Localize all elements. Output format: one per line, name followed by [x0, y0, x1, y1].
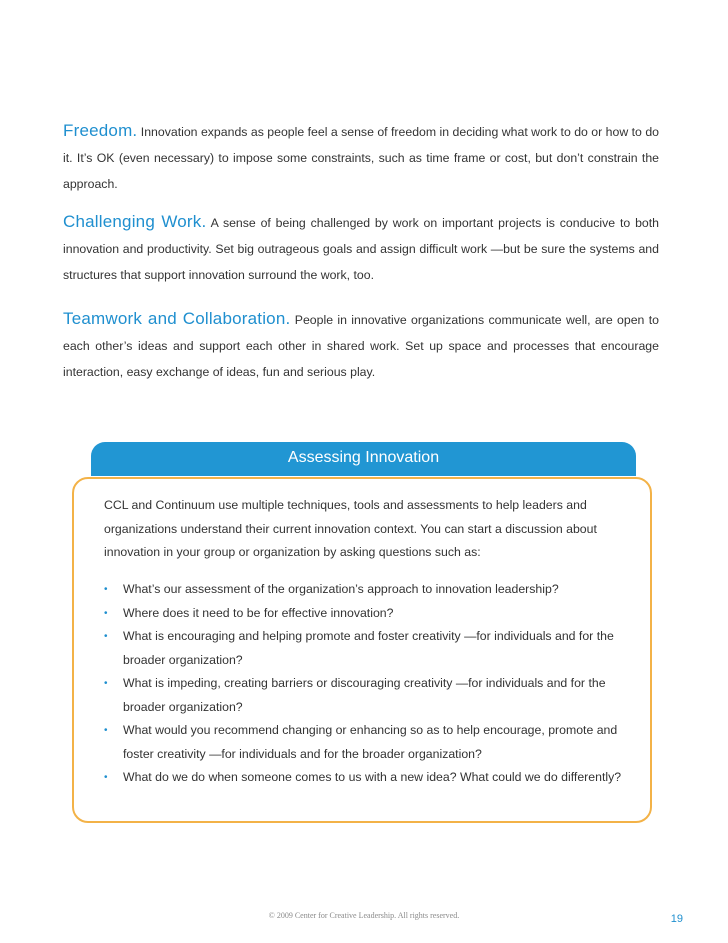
list-item: [104, 578, 624, 602]
paragraph-heading: Challenging Work.: [63, 212, 207, 231]
paragraph-heading: Teamwork and Collaboration.: [63, 309, 291, 328]
question-text: What is impeding, creating barriers or discouraging creativity —for individuals and for the broader organization?: [123, 676, 606, 714]
paragraph-body: A sense of being challenged by work on important projects is conducive to both innovation and productivity. Set big outrageous goals and assign difficult work —but be sure the systems and structures that support innovation surround the work, too.: [63, 216, 660, 282]
bullet-icon: •: [104, 607, 108, 619]
paragraph-body: Innovation expands as people feel a sense of freedom in deciding what work to do or how to do it. It’s OK (even necessary) to impose some constraints, such as time frame or cost, but don’t constrain the approach.: [63, 125, 659, 191]
callout-title: Assessing Innovation: [287, 449, 440, 466]
question-text: Where does it need to be for effective innovation?: [123, 605, 394, 620]
page-number: 19: [670, 913, 683, 925]
paragraph-freedom: [63, 118, 659, 197]
list-item: [104, 602, 624, 626]
question-text: What would you recommend changing or enhancing so as to help encourage, promote and foster creativity —for individuals and for the broader organization?: [123, 723, 618, 761]
callout-intro: CCL and Continuum use multiple techniques, tools and assessments to help leaders and organizations understand their current innovation context. You can start a discussion about innovation in your group or organization by asking questions such as:: [104, 498, 597, 559]
list-item: [104, 625, 624, 672]
bullet-icon: •: [104, 678, 108, 689]
copyright-footer: © 2009 Center for Creative Leadership. All rights reserved.: [268, 911, 460, 920]
paragraph-teamwork: [63, 306, 659, 385]
paragraph-challenging-work: [63, 209, 659, 288]
question-text: What do we do when someone comes to us with a new idea? What could we do differently?: [123, 770, 622, 784]
paragraph-heading: Freedom.: [63, 121, 138, 140]
question-text: What’s our assessment of the organization’s approach to innovation leadership?: [123, 582, 559, 596]
question-list: [104, 578, 624, 790]
list-item: [104, 766, 624, 790]
list-item: [104, 672, 624, 719]
question-text: What is encouraging and helping promote and foster creativity —for individuals and for the broader organization?: [123, 629, 614, 667]
list-item: [104, 719, 624, 766]
paragraph-body: People in innovative organizations communicate well, are open to each other’s ideas and support each other in shared work. Set up space and processes that encourage interaction, easy exchange of ideas, fun and serious play.: [63, 313, 659, 379]
bullet-icon: •: [104, 725, 108, 736]
bullet-icon: •: [104, 584, 108, 595]
bullet-icon: •: [104, 772, 108, 783]
bullet-icon: •: [104, 631, 108, 642]
